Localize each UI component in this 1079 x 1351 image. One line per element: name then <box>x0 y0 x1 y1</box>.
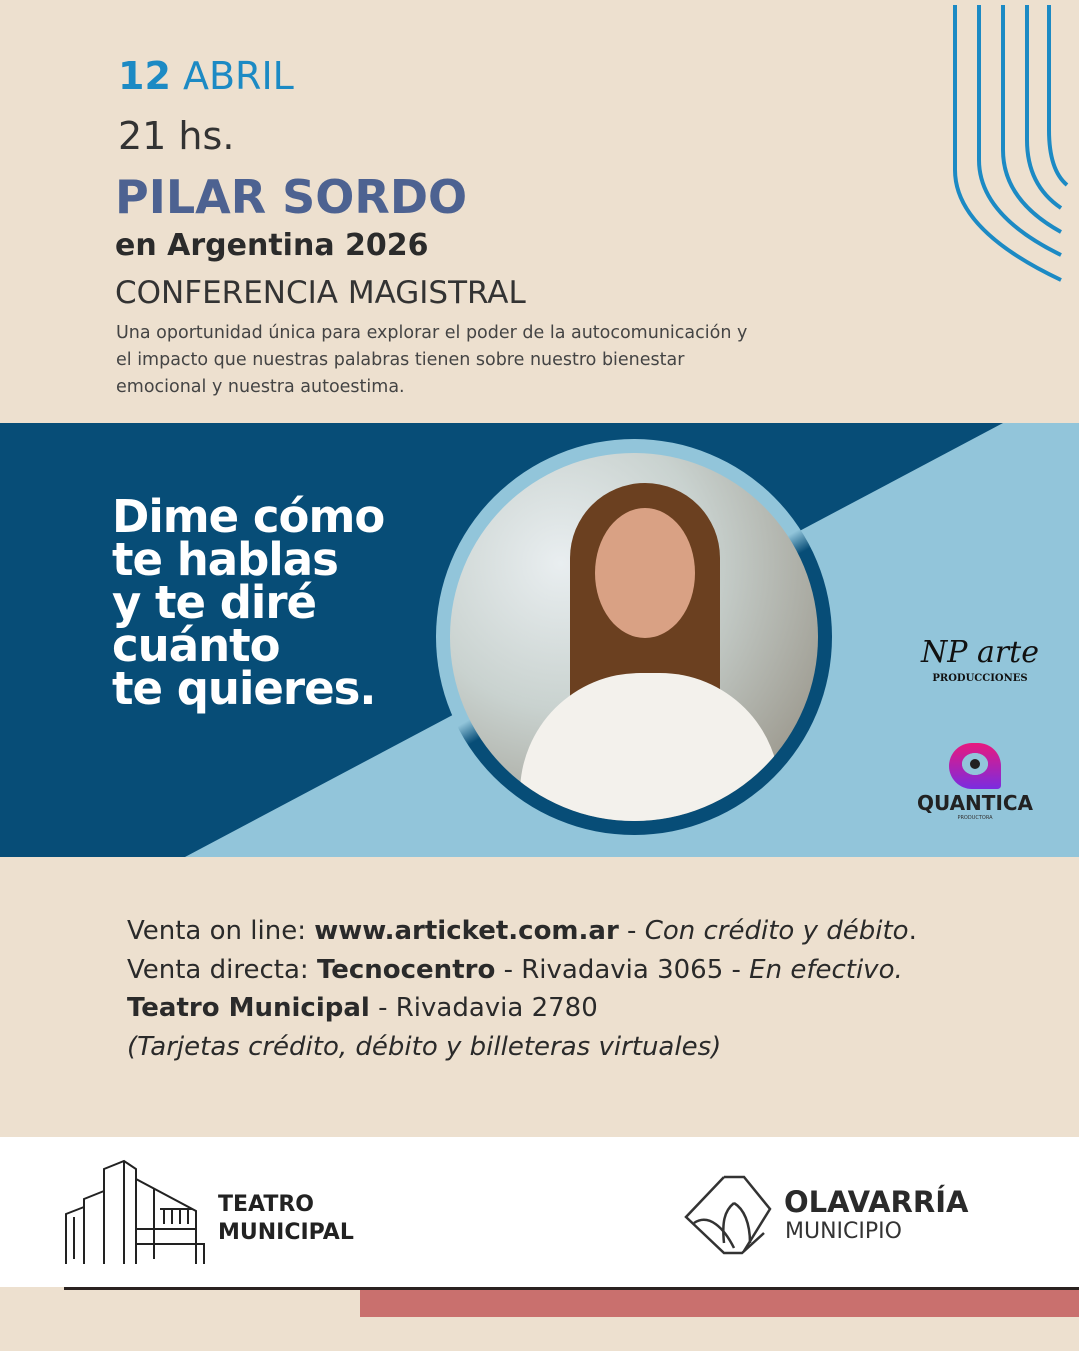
quantica-icon <box>949 743 1001 789</box>
quote-line: Dime cómo <box>112 490 385 543</box>
teatro-municipal-logo-text <box>218 1191 354 1247</box>
ticket-sales-info <box>127 912 917 1066</box>
place: Tecnocentro <box>316 954 496 985</box>
address: - Rivadavia 3065 - <box>495 954 750 985</box>
speaker-photo <box>450 453 818 821</box>
payment: En efectivo. <box>749 954 903 985</box>
photo-frame <box>436 439 832 835</box>
footer <box>0 1137 1079 1287</box>
np-label: PRODUCCIONES <box>932 673 1028 684</box>
np-signature: NP arte <box>920 635 1039 670</box>
sales-online <box>127 912 917 951</box>
ticket-site-link[interactable]: www.articket.com.ar <box>314 916 619 946</box>
sales-theatre-payment <box>127 1028 917 1067</box>
theatre-building-icon <box>64 1159 206 1264</box>
photo-face <box>595 508 695 638</box>
payment: (Tarjetas crédito, débito y billeteras virtuales) <box>127 1031 722 1062</box>
speaker-name: PILAR SORDO <box>115 170 468 224</box>
date-month: ABRIL <box>182 54 294 98</box>
teatro-line: TEATRO <box>218 1192 315 1217</box>
sep: - <box>618 916 645 946</box>
olavarria-sub: MUNICIPIO <box>785 1219 902 1244</box>
event-date <box>118 54 294 98</box>
quantica-sub: PRODUCTORA <box>957 815 993 821</box>
decorative-lines-icon <box>951 0 1071 285</box>
quote-banner <box>0 423 1079 857</box>
event-type: CONFERENCIA MAGISTRAL <box>115 275 526 311</box>
olavarria-emblem-icon <box>684 1173 772 1255</box>
quote-text <box>112 490 385 715</box>
quantica-logo <box>905 743 1045 821</box>
label: Venta on line: <box>127 916 306 946</box>
tour-subtitle: en Argentina 2026 <box>115 228 429 263</box>
date-day: 12 <box>118 54 171 98</box>
decorative-red-bar <box>360 1290 1079 1317</box>
quote-line: te quieres. <box>112 662 376 715</box>
photo-shirt <box>520 673 780 821</box>
quote-line: te hablas <box>112 533 338 586</box>
teatro-line: MUNICIPAL <box>218 1220 354 1245</box>
sep: . <box>908 916 917 946</box>
event-time: 21 hs. <box>118 114 235 158</box>
event-description: Una oportunidad única para explorar el poder de la autocomunicación y el impacto que nuestras palabras tienen sobre nuestro bienestar emocional y nuestra autoestima. <box>116 323 748 397</box>
np-arte-logo <box>915 633 1045 684</box>
sales-theatre <box>127 989 917 1028</box>
label: Venta directa: <box>127 954 309 985</box>
quote-line: y te diré <box>112 576 317 629</box>
payment: Con crédito y débito <box>644 916 909 946</box>
address: - Rivadavia 2780 <box>369 993 598 1023</box>
quantica-name: QUANTICA <box>916 791 1034 815</box>
quote-line: cuánto <box>112 619 280 672</box>
olavarria-title: OLAVARRÍA <box>784 1185 969 1219</box>
sales-direct <box>127 951 917 990</box>
place: Teatro Municipal <box>127 993 370 1023</box>
